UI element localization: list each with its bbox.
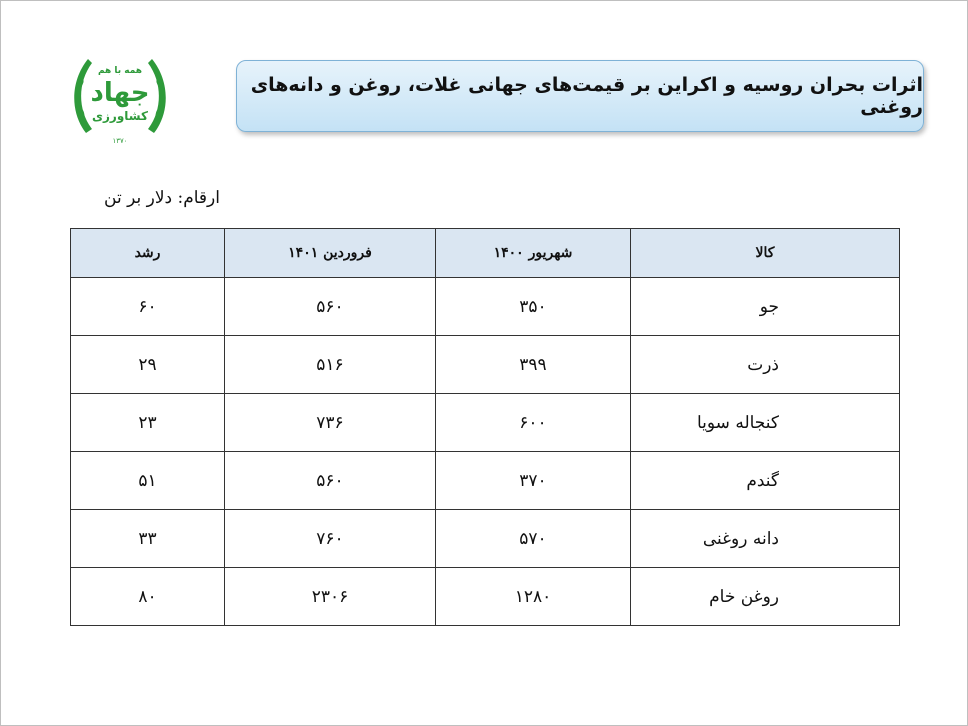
cell-commodity: دانه روغنی: [631, 510, 900, 568]
cell-growth: ۵۱: [71, 452, 225, 510]
table-row: [71, 568, 900, 626]
table-row: [71, 510, 900, 568]
page-title: اثرات بحران روسیه و اکراین بر قیمت‌های جهانی غلات، روغن و دانه‌های روغنی: [250, 74, 923, 118]
cell-value: ۷۶۰: [225, 510, 436, 568]
units-label: ارقام: دلار بر تن: [104, 188, 220, 208]
cell-growth: ۲۹: [71, 336, 225, 394]
cell-growth: ۸۰: [71, 568, 225, 626]
title-banner: [236, 60, 924, 132]
table-header-row: [71, 229, 900, 278]
cell-commodity: ذرت: [631, 336, 900, 394]
cell-value: ۵۶۰: [225, 278, 436, 336]
logo-year: ۱۳۷۰: [112, 137, 128, 145]
logo-top-text: همه با هم: [97, 66, 143, 76]
cell-value: ۱۲۸۰: [436, 568, 631, 626]
cell-value: ۳۵۰: [436, 278, 631, 336]
jahad-keshavarzi-logo: [66, 43, 174, 151]
table-row: [71, 278, 900, 336]
cell-value: ۵۷۰: [436, 510, 631, 568]
logo-main-text: جهاد: [90, 78, 150, 108]
cell-commodity: روغن خام: [631, 568, 900, 626]
cell-value: ۳۹۹: [436, 336, 631, 394]
header-farvardin-1401: فروردین ۱۴۰۱: [225, 229, 436, 278]
table-row: [71, 336, 900, 394]
cell-value: ۷۳۶: [225, 394, 436, 452]
price-table: [70, 228, 900, 626]
header-growth: رشد: [71, 229, 225, 278]
cell-commodity: گندم: [631, 452, 900, 510]
cell-value: ۵۱۶: [225, 336, 436, 394]
cell-growth: ۶۰: [71, 278, 225, 336]
logo-sub-text: کشاورزی: [92, 109, 148, 123]
cell-value: ۵۶۰: [225, 452, 436, 510]
cell-value: ۶۰۰: [436, 394, 631, 452]
cell-value: ۲۳۰۶: [225, 568, 436, 626]
header-shahrivar-1400: شهریور ۱۴۰۰: [436, 229, 631, 278]
cell-growth: ۲۳: [71, 394, 225, 452]
cell-growth: ۳۳: [71, 510, 225, 568]
table-row: [71, 452, 900, 510]
cell-value: ۳۷۰: [436, 452, 631, 510]
table-row: [71, 394, 900, 452]
header-commodity: کالا: [631, 229, 900, 278]
cell-commodity: کنجاله سویا: [631, 394, 900, 452]
cell-commodity: جو: [631, 278, 900, 336]
